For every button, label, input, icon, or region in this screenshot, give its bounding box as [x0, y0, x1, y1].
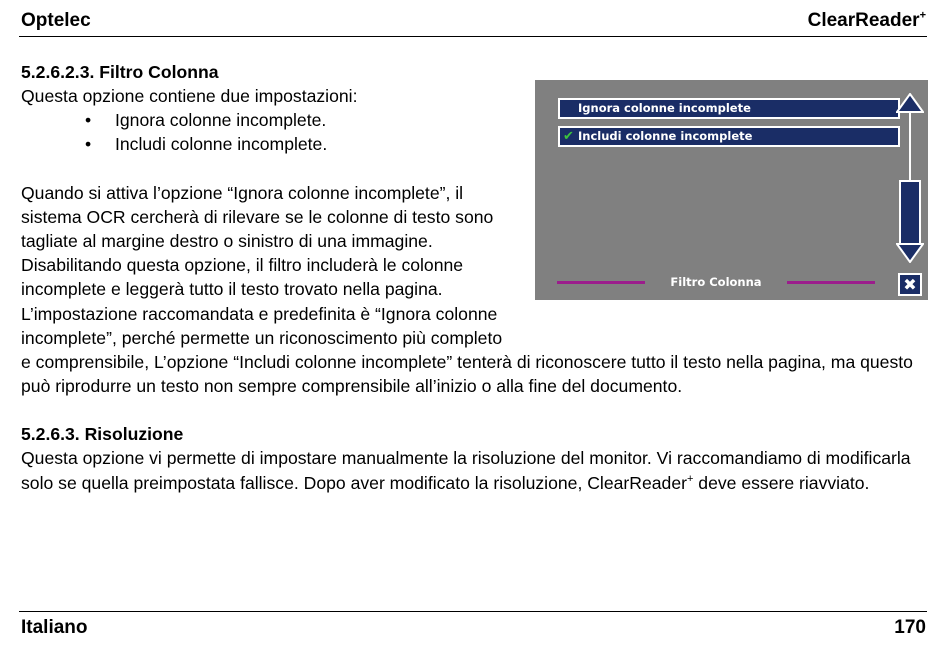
section-filtro-colonna-heading: 5.2.6.2.3. Filtro Colonna: [21, 62, 219, 82]
header-right: [808, 10, 926, 32]
section2-text-end: deve essere riavviato.: [693, 472, 870, 493]
option-includi-colonne[interactable]: [558, 126, 900, 147]
section-risoluzione-heading: 5.2.6.3. Risoluzione: [21, 424, 184, 445]
arrow-down-icon[interactable]: [896, 243, 924, 263]
title-line-left: [557, 281, 645, 284]
section2-text: Questa opzione vi permette di impostare manualmente la risoluzione del monitor. Vi raccomandiamo di modificarla solo se quella preimpostata fallisce. Dopo aver modificato la risoluzione, ClearReader: [21, 448, 911, 493]
section2-sup: +: [686, 472, 694, 485]
panel-title: Filtro Colonna: [670, 275, 762, 289]
footer-language: Italiano: [21, 617, 88, 638]
section1-intro: Questa opzione contiene due impostazioni:: [21, 86, 358, 106]
header-sup: +: [919, 9, 926, 22]
close-button[interactable]: [898, 273, 922, 296]
option-ignora-colonne[interactable]: [558, 98, 900, 119]
page-number: 170: [894, 617, 926, 638]
title-line-right: [787, 281, 875, 284]
section2-body: [21, 446, 929, 494]
bullet-item: • Includi colonne incomplete.: [21, 132, 929, 156]
footer-rule: [19, 611, 927, 612]
filter-column-panel: [535, 80, 928, 300]
scrollbar-track: [909, 113, 911, 181]
arrow-up-icon[interactable]: [896, 93, 924, 113]
scrollbar-thumb[interactable]: [899, 180, 921, 248]
close-icon: ✖: [903, 275, 917, 294]
section1-body: Quando si attiva l’opzione “Ignora colonne incomplete”, il sistema OCR cercherà di rilevare se le colonne di testo sono tagliate al margine destro o sinistro di una immagine. Disabilitando questa opzione, il filtro includerà le colonne incomplete e leggerà tutto il testo trovato nella pagina. L’impostazione raccomandata e predefinita è “Ignora colonne incomplete”, perché permette un riconoscimento più completo e comprensibile, L’opzione “Includi colonne incomplete” tenterà di riconoscere tutto il testo nella pagina, ma questo può riprodurre un testo non sempre comprensibile all’inizio o alla fine del documento.: [21, 182, 913, 397]
option-label: Includi colonne incomplete: [578, 129, 753, 143]
header-product: ClearReader: [807, 10, 920, 31]
checkmark-icon: ✔: [563, 129, 574, 144]
option-label: Ignora colonne incomplete: [578, 101, 751, 115]
header-rule: [19, 36, 927, 37]
bullet-item: • Ignora colonne incomplete.: [21, 108, 929, 132]
header-left: Optelec: [21, 10, 91, 31]
